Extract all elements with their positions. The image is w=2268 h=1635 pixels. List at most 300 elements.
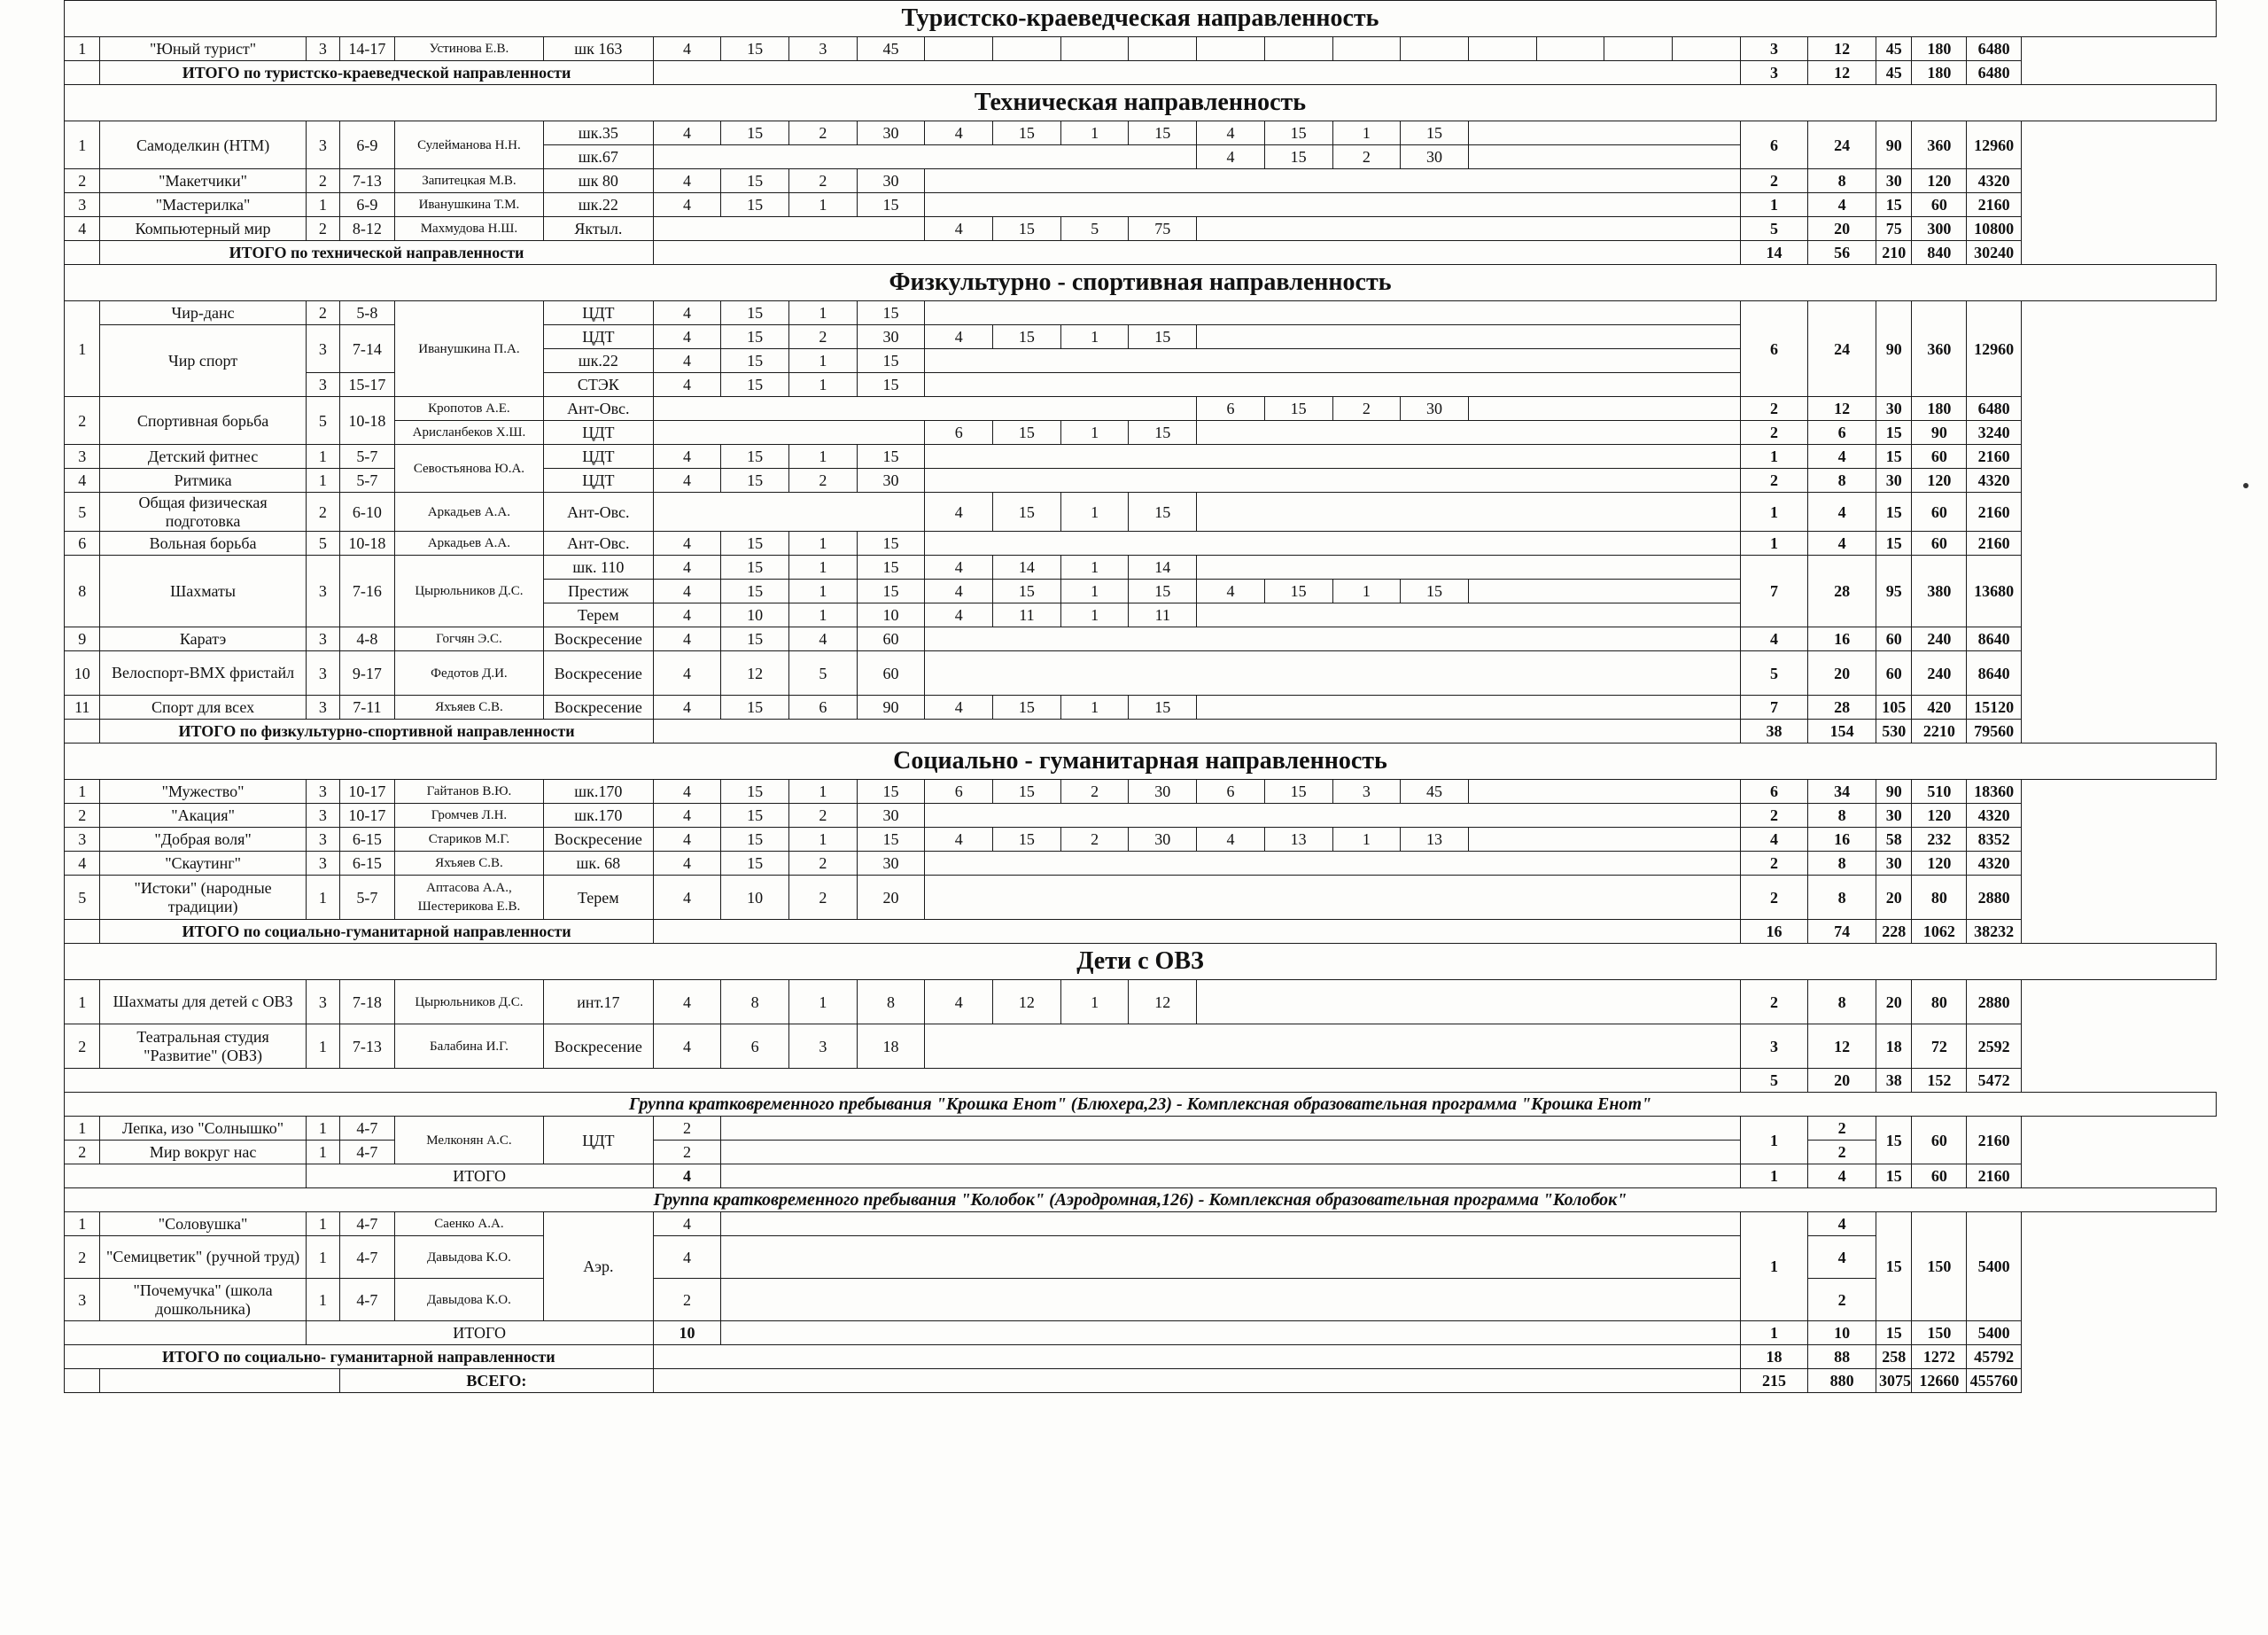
table-row: [65, 556, 2217, 580]
table-cell: 1: [306, 1024, 339, 1069]
table-cell: 4: [653, 349, 721, 373]
table-cell: 18: [1740, 1345, 1808, 1369]
table-row: [65, 627, 2217, 651]
table-cell: 1: [789, 780, 858, 804]
table-cell: шк 80: [544, 169, 654, 193]
table-cell: 15: [721, 828, 789, 852]
table-cell: [925, 852, 1740, 876]
table-cell: 3: [306, 373, 339, 397]
table-cell: 30: [1401, 397, 1469, 421]
table-cell: 15: [1264, 121, 1332, 145]
table-cell: 12960: [1967, 121, 2022, 169]
section-header: [65, 944, 2217, 980]
table-cell: 4: [653, 980, 721, 1024]
table-cell: 2: [65, 804, 100, 828]
table-cell: 6: [1740, 780, 1808, 804]
table-cell: [721, 1279, 1740, 1321]
table-cell: 1: [1332, 121, 1401, 145]
table-cell: 15: [857, 349, 925, 373]
table-cell: Давыдова К.О.: [394, 1279, 543, 1321]
table-cell: 18: [1876, 1024, 1912, 1069]
grand-total-row: [65, 1369, 2217, 1393]
scan-speck: [2243, 483, 2249, 488]
table-cell: 15: [721, 445, 789, 469]
table-cell: 1: [306, 445, 339, 469]
table-cell: 15: [857, 301, 925, 325]
table-cell: 1: [306, 1279, 339, 1321]
table-cell: 2: [653, 1117, 721, 1141]
table-cell: 8: [1808, 469, 1876, 493]
table-cell: 1: [1060, 493, 1129, 532]
table-cell: 1: [1332, 828, 1401, 852]
table-cell: 60: [1876, 627, 1912, 651]
table-cell: 2: [1740, 421, 1808, 445]
table-cell: 28: [1808, 696, 1876, 720]
table-cell: 215: [1740, 1369, 1808, 1393]
table-cell: 12960: [1967, 301, 2022, 397]
table-cell: 4: [653, 651, 721, 696]
table-row: [65, 1212, 2217, 1236]
table-cell: 15: [721, 556, 789, 580]
table-cell: 6: [925, 780, 993, 804]
table-cell: Мир вокруг нас: [100, 1141, 306, 1164]
table-cell: [721, 1141, 1740, 1164]
table-cell: 150: [1912, 1212, 1967, 1321]
schedule-sheet: [64, 0, 2217, 1393]
table-cell: [65, 1369, 100, 1393]
table-cell: 88: [1808, 1345, 1876, 1369]
table-cell: 60: [1912, 493, 1967, 532]
table-cell: 6: [1740, 301, 1808, 397]
table-cell: Каратэ: [100, 627, 306, 651]
table-cell: 1: [306, 469, 339, 493]
section-header: [65, 265, 2217, 301]
table-cell: 6480: [1967, 397, 2022, 421]
table-cell: ИТОГО: [306, 1164, 653, 1188]
table-cell: 4: [925, 121, 993, 145]
table-cell: 4: [653, 603, 721, 627]
table-cell: [721, 1236, 1740, 1279]
table-cell: 4: [653, 876, 721, 920]
table-cell: 4: [1808, 493, 1876, 532]
table-cell: 8352: [1967, 828, 2022, 852]
table-cell: Воскресение: [544, 627, 654, 651]
table-cell: 8: [1808, 804, 1876, 828]
table-cell: Давыдова К.О.: [394, 1236, 543, 1279]
table-cell: "Семицветик" (ручной труд): [100, 1236, 306, 1279]
table-cell: 80: [1912, 876, 1967, 920]
table-cell: ИТОГО по туристско-краеведческой направленности: [100, 61, 653, 85]
table-cell: 152: [1912, 1069, 1967, 1093]
table-cell: 15: [1129, 580, 1197, 603]
table-cell: 5: [65, 876, 100, 920]
table-cell: 8: [65, 556, 100, 627]
table-cell: 45: [1401, 780, 1469, 804]
table-cell: 8640: [1967, 651, 2022, 696]
table-cell: 3: [306, 651, 339, 696]
table-cell: [653, 493, 925, 532]
table-cell: 20: [1876, 980, 1912, 1024]
table-cell: 38: [1876, 1069, 1912, 1093]
table-cell: 300: [1912, 217, 1967, 241]
table-cell: 4: [653, 852, 721, 876]
table-cell: 30: [857, 469, 925, 493]
table-cell: 4: [65, 217, 100, 241]
table-cell: "Скаутинг": [100, 852, 306, 876]
table-cell: 75: [1129, 217, 1197, 241]
table-cell: 4: [925, 980, 993, 1024]
table-cell: 58: [1876, 828, 1912, 852]
table-cell: 80: [1912, 980, 1967, 1024]
table-cell: 3: [65, 828, 100, 852]
table-cell: Терем: [544, 876, 654, 920]
table-cell: шк. 110: [544, 556, 654, 580]
table-cell: 1: [65, 301, 100, 397]
table-cell: 13: [1401, 828, 1469, 852]
table-cell: [653, 421, 925, 445]
table-cell: 1: [1060, 556, 1129, 580]
table-cell: 4: [925, 217, 993, 241]
table-cell: 2: [1332, 145, 1401, 169]
table-cell: 3: [306, 780, 339, 804]
table-cell: [1197, 421, 1741, 445]
table-cell: 2: [1740, 469, 1808, 493]
table-cell: 12660: [1912, 1369, 1967, 1393]
table-cell: 1062: [1912, 920, 1967, 944]
table-cell: [653, 1369, 1740, 1393]
table-cell: 4: [925, 493, 993, 532]
table-cell: 1: [789, 445, 858, 469]
table-cell: [1672, 37, 1740, 61]
table-cell: 360: [1912, 301, 1967, 397]
table-cell: 3: [306, 696, 339, 720]
table-cell: 1: [306, 1236, 339, 1279]
table-cell: 90: [1876, 121, 1912, 169]
table-cell: 15: [1129, 421, 1197, 445]
table-cell: 60: [1912, 532, 1967, 556]
table-cell: Престиж: [544, 580, 654, 603]
table-cell: 5: [65, 493, 100, 532]
table-cell: Махмудова Н.Ш.: [394, 217, 543, 241]
table-cell: Севостьянова Ю.А.: [394, 445, 543, 493]
table-cell: 30: [857, 325, 925, 349]
table-cell: 4: [653, 469, 721, 493]
table-cell: 18: [857, 1024, 925, 1069]
table-cell: 360: [1912, 121, 1967, 169]
table-cell: ВСЕГО:: [340, 1369, 654, 1393]
table-cell: 4: [653, 193, 721, 217]
table-cell: 4: [1808, 1236, 1876, 1279]
table-cell: 120: [1912, 852, 1967, 876]
table-cell: 4: [653, 696, 721, 720]
table-row: [65, 445, 2217, 469]
table-cell: Сулейманова Н.Н.: [394, 121, 543, 169]
table-cell: 9-17: [340, 651, 395, 696]
table-cell: 15120: [1967, 696, 2022, 720]
table-cell: 3: [65, 445, 100, 469]
table-cell: 15: [993, 217, 1061, 241]
table-cell: Велоспорт-ВМХ фристайл: [100, 651, 306, 696]
table-cell: 2160: [1967, 445, 2022, 469]
table-cell: [1332, 37, 1401, 61]
table-cell: 4: [925, 325, 993, 349]
table-cell: [1604, 37, 1673, 61]
table-cell: [1468, 37, 1536, 61]
table-cell: 4: [653, 532, 721, 556]
table-row: [65, 397, 2217, 421]
table-cell: 4: [789, 627, 858, 651]
table-cell: Громчев Л.Н.: [394, 804, 543, 828]
table-cell: 15: [721, 580, 789, 603]
table-cell: 30: [1401, 145, 1469, 169]
table-cell: 880: [1808, 1369, 1876, 1393]
table-cell: 7-13: [340, 1024, 395, 1069]
table-cell: 2: [1740, 852, 1808, 876]
table-cell: 2160: [1967, 493, 2022, 532]
table-cell: Компьютерный мир: [100, 217, 306, 241]
table-cell: 60: [1912, 1164, 1967, 1188]
table-cell: 15: [993, 325, 1061, 349]
table-cell: Саенко А.А.: [394, 1212, 543, 1236]
table-cell: [65, 920, 100, 944]
table-cell: 2: [789, 469, 858, 493]
table-cell: [925, 627, 1740, 651]
table-cell: ЦДТ: [544, 469, 654, 493]
table-row: [65, 876, 2217, 920]
table-cell: 24: [1808, 301, 1876, 397]
table-cell: 3: [306, 627, 339, 651]
table-cell: 4: [1808, 1164, 1876, 1188]
table-cell: 2: [789, 876, 858, 920]
table-cell: 15: [1401, 580, 1469, 603]
table-cell: 75: [1876, 217, 1912, 241]
table-cell: [1197, 217, 1741, 241]
table-cell: 20: [857, 876, 925, 920]
table-cell: 15: [1876, 445, 1912, 469]
table-cell: 20: [1876, 876, 1912, 920]
table-cell: 18360: [1967, 780, 2022, 804]
section-header: [65, 1188, 2217, 1212]
table-row: [65, 828, 2217, 852]
table-cell: Аркадьев А.А.: [394, 493, 543, 532]
table-cell: [65, 61, 100, 85]
table-cell: 90: [1912, 421, 1967, 445]
table-cell: 6: [1808, 421, 1876, 445]
table-cell: 15: [721, 469, 789, 493]
table-cell: 15: [721, 325, 789, 349]
table-cell: 5: [1060, 217, 1129, 241]
table-cell: "Акация": [100, 804, 306, 828]
table-cell: 7: [1740, 696, 1808, 720]
table-cell: 10: [653, 1321, 721, 1345]
table-cell: 15: [993, 780, 1061, 804]
table-cell: 4: [653, 373, 721, 397]
table-cell: Гайтанов В.Ю.: [394, 780, 543, 804]
table-cell: Спорт для всех: [100, 696, 306, 720]
table-cell: 232: [1912, 828, 1967, 852]
table-cell: Устинова Е.В.: [394, 37, 543, 61]
table-cell: "Мастерилка": [100, 193, 306, 217]
table-cell: "Соловушка": [100, 1212, 306, 1236]
table-cell: 1: [789, 980, 858, 1024]
table-cell: 15: [857, 532, 925, 556]
table-cell: [1468, 397, 1740, 421]
table-cell: 15: [1876, 1164, 1912, 1188]
table-cell: 10-18: [340, 397, 395, 445]
table-cell: 4: [653, 1212, 721, 1236]
table-cell: 10: [857, 603, 925, 627]
table-cell: [1536, 37, 1604, 61]
table-cell: 6480: [1967, 61, 2022, 85]
section-title: Туристско-краеведческая направленность: [65, 1, 2217, 37]
table-cell: 16: [1740, 920, 1808, 944]
table-cell: 4: [653, 556, 721, 580]
table-cell: 2: [789, 804, 858, 828]
table-cell: 95: [1876, 556, 1912, 627]
table-cell: шк.67: [544, 145, 654, 169]
table-cell: [925, 1024, 1740, 1069]
table-cell: Лепка, изо "Солнышко": [100, 1117, 306, 1141]
table-cell: 4: [925, 828, 993, 852]
table-cell: 1: [789, 532, 858, 556]
table-cell: 4-7: [340, 1212, 395, 1236]
section-header: [65, 85, 2217, 121]
table-cell: 210: [1876, 241, 1912, 265]
table-cell: 455760: [1967, 1369, 2022, 1393]
table-cell: 2: [1740, 876, 1808, 920]
table-cell: Стариков М.Г.: [394, 828, 543, 852]
table-cell: 1: [1060, 580, 1129, 603]
total-row: [65, 241, 2217, 265]
table-cell: 2: [1060, 828, 1129, 852]
table-cell: 4: [1197, 828, 1265, 852]
table-cell: Ритмика: [100, 469, 306, 493]
table-cell: 30: [1876, 852, 1912, 876]
table-cell: [653, 217, 925, 241]
table-cell: 10: [721, 876, 789, 920]
table-cell: 1: [1060, 421, 1129, 445]
table-cell: 1: [789, 301, 858, 325]
table-cell: 2: [306, 493, 339, 532]
table-cell: 2: [65, 1024, 100, 1069]
table-cell: Вольная борьба: [100, 532, 306, 556]
table-cell: 11: [1129, 603, 1197, 627]
table-cell: 1: [789, 556, 858, 580]
table-row: [65, 980, 2217, 1024]
table-cell: 5: [1740, 651, 1808, 696]
table-cell: 5: [789, 651, 858, 696]
table-cell: Ант-Овс.: [544, 493, 654, 532]
table-row: [65, 493, 2217, 532]
table-cell: ИТОГО по технической направленности: [100, 241, 653, 265]
table-cell: 60: [1912, 1117, 1967, 1164]
table-cell: [1197, 37, 1265, 61]
table-row: [65, 193, 2217, 217]
table-cell: 90: [1876, 780, 1912, 804]
table-cell: 4: [653, 580, 721, 603]
table-cell: "Макетчики": [100, 169, 306, 193]
table-cell: 4: [1740, 828, 1808, 852]
table-cell: шк.22: [544, 349, 654, 373]
table-cell: Воскресение: [544, 651, 654, 696]
table-cell: [721, 1164, 1740, 1188]
table-cell: 2: [1332, 397, 1401, 421]
table-row: [65, 852, 2217, 876]
table-cell: 30: [857, 121, 925, 145]
table-cell: 2: [1740, 980, 1808, 1024]
table-cell: 56: [1808, 241, 1876, 265]
table-cell: Запитецкая М.В.: [394, 169, 543, 193]
table-cell: Иванушкина П.А.: [394, 301, 543, 397]
table-cell: 15: [1876, 421, 1912, 445]
table-cell: [1197, 325, 1741, 349]
table-cell: 30: [1876, 804, 1912, 828]
table-row: [65, 217, 2217, 241]
table-cell: 15: [721, 852, 789, 876]
table-cell: 2: [1808, 1141, 1876, 1164]
table-cell: [653, 145, 1197, 169]
section-title: Группа кратковременного пребывания "Крошка Енот" (Блюхера,23) - Комплексная образовательная программа "Крошка Енот": [65, 1093, 2217, 1117]
program-load-table: [64, 0, 2217, 1393]
table-cell: 1: [1740, 493, 1808, 532]
table-cell: 15: [721, 804, 789, 828]
table-cell: 15: [721, 627, 789, 651]
table-cell: [925, 349, 1740, 373]
table-cell: шк.170: [544, 780, 654, 804]
table-cell: 1: [789, 580, 858, 603]
table-cell: 15: [1876, 532, 1912, 556]
table-cell: 60: [1912, 193, 1967, 217]
table-cell: 380: [1912, 556, 1967, 627]
table-cell: 4: [653, 780, 721, 804]
table-cell: 4320: [1967, 169, 2022, 193]
table-row: [65, 301, 2217, 325]
table-cell: 10: [65, 651, 100, 696]
table-cell: 1: [789, 349, 858, 373]
table-cell: 5: [306, 532, 339, 556]
table-cell: 8: [1808, 852, 1876, 876]
table-cell: 38: [1740, 720, 1808, 744]
table-cell: 2: [306, 169, 339, 193]
table-cell: 30: [1876, 397, 1912, 421]
table-cell: [1197, 556, 1741, 580]
table-cell: [1468, 780, 1740, 804]
table-cell: Чир-данс: [100, 301, 306, 325]
table-cell: 5-7: [340, 469, 395, 493]
table-cell: ЦДТ: [544, 1117, 654, 1164]
table-cell: 1: [65, 780, 100, 804]
table-cell: 38232: [1967, 920, 2022, 944]
table-cell: 72: [1912, 1024, 1967, 1069]
table-cell: 2: [65, 169, 100, 193]
table-cell: 120: [1912, 469, 1967, 493]
table-cell: 74: [1808, 920, 1876, 944]
table-cell: 1: [1060, 603, 1129, 627]
table-cell: Иванушкина Т.М.: [394, 193, 543, 217]
table-cell: 5-7: [340, 876, 395, 920]
table-row: [65, 169, 2217, 193]
table-cell: 12: [993, 980, 1061, 1024]
table-cell: 1: [1060, 325, 1129, 349]
table-cell: 6: [721, 1024, 789, 1069]
table-cell: 20: [1808, 651, 1876, 696]
table-cell: 240: [1912, 627, 1967, 651]
table-cell: 1: [1740, 193, 1808, 217]
total-row: [65, 1345, 2217, 1369]
table-cell: 15: [721, 532, 789, 556]
table-cell: 4: [65, 469, 100, 493]
table-cell: 16: [1808, 828, 1876, 852]
